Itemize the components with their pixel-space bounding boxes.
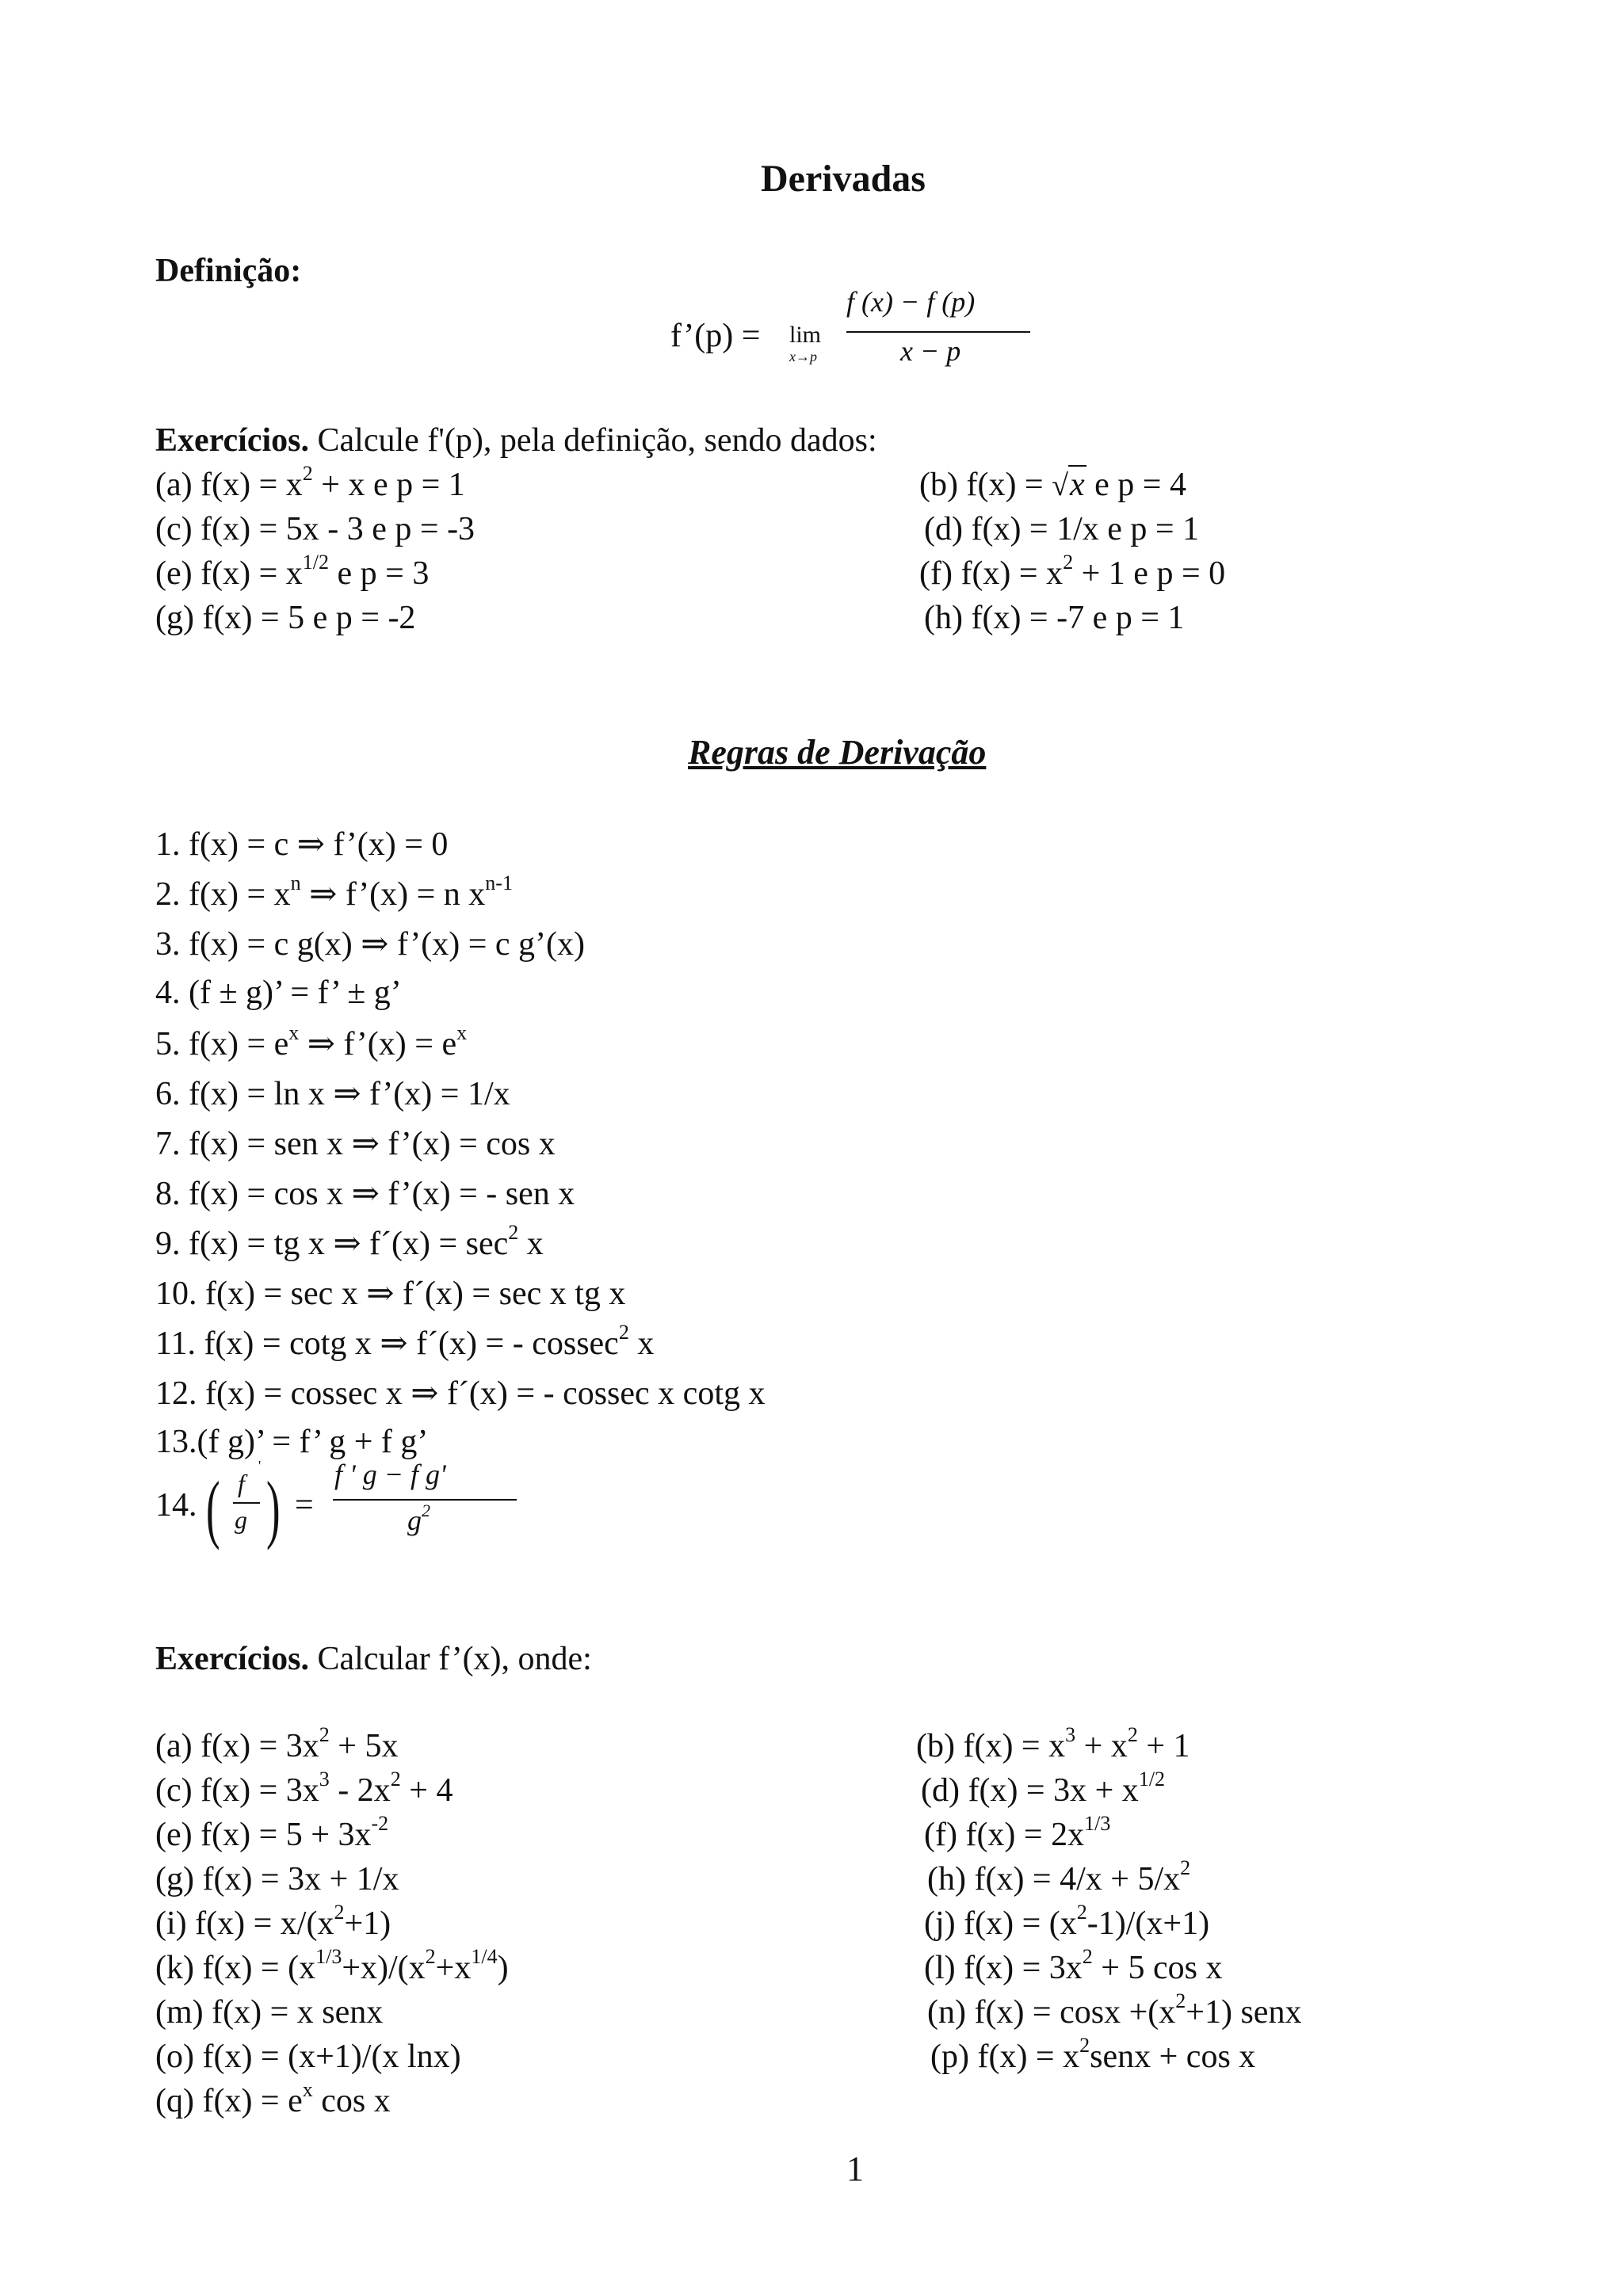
definition-heading: Definição:: [155, 253, 302, 289]
rule-item-10: 10. f(x) = sec x ⇒ f´(x) = sec x tg x: [155, 1276, 626, 1312]
rule14-f: f: [238, 1469, 245, 1497]
formula-numerator: f (x) − f (p): [846, 286, 976, 318]
exercise1-item-a: (a) $f(x) = x^2 + x$ e p = 1: [155, 462, 465, 503]
exercise2-item-b: (b) $f(x) = x^3 + x^2 + 1$: [916, 1723, 1190, 1764]
definition-formula: [670, 285, 1035, 372]
limit-subscript: x→p: [789, 349, 817, 364]
exercises2-heading: Exercícios.: [155, 1641, 310, 1677]
rules-heading: Regras de Derivação: [688, 733, 987, 772]
rule-item-9: 9. f(x) = tg x ⇒ f´(x) = $\sec^2 x$: [155, 1221, 544, 1262]
exercise2-item-o: (o) f(x) = (x+1)/(x lnx): [155, 2039, 461, 2075]
exercise1-item-e: (e) $f(x) = x^{1/2}$ e p = 3: [155, 551, 430, 592]
exercise2-item-j: (j) $f(x) = (x^2-1)/(x+1)$: [924, 1901, 1210, 1942]
formula-lhs: f’(p) =: [670, 318, 761, 354]
rule14-label: 14.: [155, 1487, 197, 1524]
exercise1-item-g: (g) f(x) = 5 e p = -2: [155, 600, 416, 636]
page-number: 1: [846, 2149, 864, 2188]
rule14-g: g: [235, 1505, 247, 1534]
exercise2-item-q: (q) $f(x) = e^x$ cos x: [155, 2078, 391, 2119]
left-paren-icon: (: [206, 1466, 220, 1550]
exercises1-heading: Exercícios.: [155, 422, 310, 459]
rule14-inner-bar: [233, 1502, 260, 1504]
formula-denominator: x − p: [900, 335, 961, 367]
exercise2-item-e: (e) $f(x) = 5 + 3x^{-2}$: [155, 1812, 389, 1853]
exercise1-item-d: (d) f(x) = 1/x e p = 1: [924, 511, 1200, 547]
rule14-equals: =: [295, 1487, 314, 1524]
exercise2-item-l: (l) $f(x) = 3x^2 + 5$ cos x: [924, 1945, 1223, 1986]
rule-item-12: 12. f(x) = cossec x ⇒ f´(x) = - cossec x cotg x: [155, 1375, 766, 1412]
rule14-prime: ': [258, 1458, 262, 1474]
exercise2-item-c: (c) $f(x) = 3x^3 - 2x^2 + 4$: [155, 1768, 453, 1809]
rule14-numerator: f ' g − f g': [334, 1459, 446, 1490]
rule-item-14: [155, 1458, 552, 1553]
exercise2-item-d: (d) $f(x) = 3x + x^{1/2}$: [921, 1768, 1166, 1809]
exercise2-item-p: (p) $f(x) = x^2senx + \cos x$: [930, 2034, 1256, 2075]
exercise1-item-b: (b) f(x) = √x e p = 4: [919, 467, 1186, 503]
rule-item-4: 4. (f ± g)’ = f’ ± g’: [155, 974, 402, 1011]
exercises1-intro: Calcule f'(p), pela definição, sendo dados:: [317, 422, 877, 459]
rule-item-13: 13.(f g)’ = f’ g + f g’: [155, 1424, 429, 1460]
exercise2-item-k: (k) $f(x) = (x^{1/3}+x)/(x^2+x^{1/4})$: [155, 1945, 509, 1986]
exercise2-item-a: (a) $f(x) = 3x^2 + 5x$: [155, 1723, 399, 1764]
rule-item-5: 5. $f(x) = e^x$ ⇒ f’(x) = $e^x$: [155, 1021, 468, 1062]
exercises2-intro: Calcular f’(x), onde:: [317, 1641, 592, 1677]
fraction-bar: [846, 331, 1030, 333]
exercise2-item-i: (i) $f(x) = x/(x^2+1)$: [155, 1901, 391, 1942]
rule-item-11: 11. f(x) = cotg x ⇒ f´(x) = - cossec$^2$ x: [155, 1321, 655, 1362]
exercise2-item-g: (g) f(x) = 3x + 1/x: [155, 1861, 399, 1897]
right-paren-icon: ): [266, 1466, 281, 1550]
exercise1-item-f: (f) $f(x) = x^2 + 1$ e p = 0: [919, 551, 1226, 592]
rule-item-8: 8. f(x) = cos x ⇒ f’(x) = - sen x: [155, 1176, 575, 1212]
rule-item-6: 6. f(x) = ln x ⇒ f’(x) = 1/x: [155, 1076, 510, 1112]
exercises1-header: [155, 421, 877, 460]
rule14-denominator: $g^2$: [407, 1501, 430, 1536]
exercise2-item-m: (m) f(x) = x senx: [155, 1994, 384, 2031]
rule-item-7: 7. f(x) = sen x ⇒ f’(x) = cos x: [155, 1126, 556, 1162]
rule-item-1: 1. f(x) = c ⇒ f’(x) = 0: [155, 826, 449, 863]
exercise2-item-f: (f) $f(x) = 2x^{1/3}$: [924, 1812, 1111, 1853]
limit-symbol: lim: [789, 322, 822, 348]
exercise2-item-h: (h) $f(x) = 4/x + 5/x^2$: [927, 1856, 1191, 1897]
rule-item-3: 3. f(x) = c g(x) ⇒ f’(x) = c g’(x): [155, 926, 586, 963]
page-title: Derivadas: [761, 158, 926, 200]
rule-item-2: 2. $f(x) = x^n$ ⇒ f’(x) = n $x^{n-1}$: [155, 871, 513, 913]
exercise1-item-c: (c) f(x) = 5x - 3 e p = -3: [155, 511, 475, 547]
exercise1-item-h: (h) f(x) = -7 e p = 1: [924, 600, 1185, 636]
exercises2-header: [155, 1640, 592, 1678]
sqrt-icon: √: [1052, 469, 1068, 502]
exercise2-item-n: (n) $f(x) = \cos x +(x^2+1)$ senx: [927, 1989, 1302, 2031]
